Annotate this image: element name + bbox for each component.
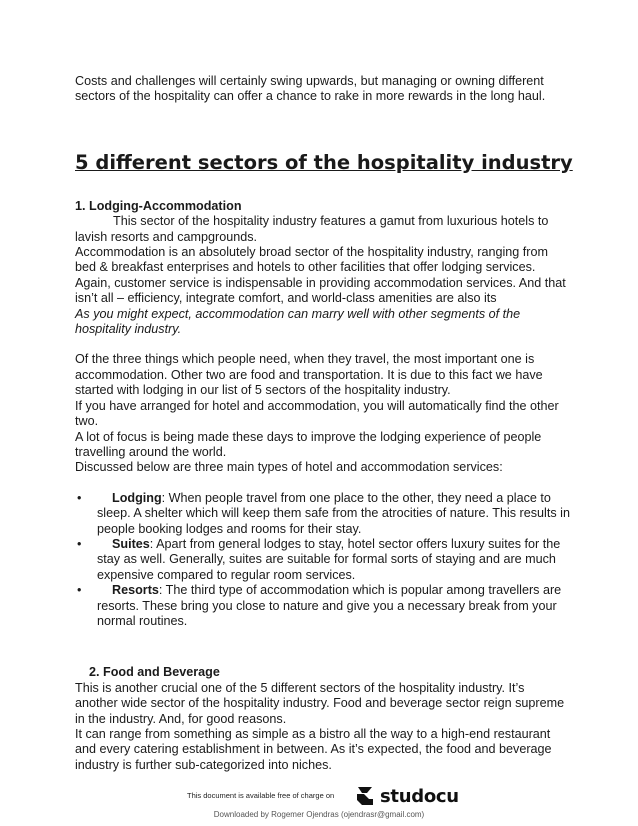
paragraph: This sector of the hospitality industry features a gamut from luxurious hotels to lavish resorts and campgrounds. <box>75 214 549 244</box>
list-item-term: Lodging <box>112 490 162 505</box>
list-item-term: Suites <box>112 536 150 551</box>
document-body <box>75 74 573 773</box>
accommodation-types-list <box>75 491 570 630</box>
paragraph: Accommodation is an absolutely broad sector of the hospitality industry, ranging from bed & breakfast enterprises and hotels to other facilities that offer lodging services. <box>75 245 548 275</box>
section-heading-food: 2. Food and Beverage <box>89 665 220 680</box>
list-item <box>75 491 570 537</box>
bullet-icon: • <box>77 583 82 598</box>
bullet-icon: • <box>77 536 82 551</box>
paragraph: A lot of focus is being made these days to improve the lodging experience of people travelling around the world. <box>75 429 542 459</box>
download-note: Downloaded by Rogemer Ojendras (ojendrasr@gmail.com) <box>213 810 425 819</box>
paragraph: Of the three things which people need, when they travel, the most important one is accommodation. Other two are food and transportation. It is due to this fact we have started with lodging in our list of 5 sectors of the hospitality industry. <box>75 352 543 398</box>
page-title: 5 different sectors of the hospitality industry <box>75 150 573 174</box>
italic-paragraph: As you might expect, accommodation can marry well with other segments of the hospitality industry. <box>75 306 521 337</box>
list-item <box>75 583 570 629</box>
document-footer <box>0 784 638 826</box>
section-heading-lodging: 1. Lodging-Accommodation <box>75 198 242 213</box>
section-food-beverage <box>75 665 570 773</box>
brand-name: studocu <box>380 785 459 807</box>
paragraph: Again, customer service is indispensable in providing accommodation services. And that isn’t all – efficiency, integrate comfort, and world-class amenities are also its <box>75 275 566 306</box>
list-item-text: : Apart from general lodges to stay, hotel sector offers luxury suites for the stay as well. Generally, suites are suitable for formal sorts of staying and are much expensive compared to regular room services. <box>97 536 561 582</box>
paragraph: Discussed below are three main types of hotel and accommodation services: <box>75 460 503 475</box>
paragraph: If you have arranged for hotel and accommodation, you will automatically find the other two. <box>75 398 559 429</box>
paragraph: It can range from something as simple as a bistro all the way to a high-end restaurant and every catering establishment in between. As it’s expected, the food and beverage industry is further sub-categorized into niches. <box>75 727 552 772</box>
bullet-icon: • <box>77 490 82 505</box>
list-item-text: : When people travel from one place to the other, they need a place to sleep. A shelter which will keep them safe from the atrocities of nature. This results in people booking lodges and rooms for their stay. <box>97 490 570 536</box>
intro-paragraph: Costs and challenges will certainly swing upwards, but managing or owning different sectors of the hospitality can offer a chance to rake in more rewards in the long haul. <box>75 74 546 104</box>
list-item-term: Resorts <box>112 583 159 598</box>
list-item <box>75 537 570 583</box>
paragraph: This is another crucial one of the 5 different sectors of the hospitality industry. It’s another wide sector of the hospitality industry. Food and beverage sector reign supreme in the industry. And, for good reasons. <box>75 680 565 726</box>
list-item-text: : The third type of accommodation which is popular among travellers are resorts. These bring you close to nature and give you a necessary break from your normal routines. <box>97 583 562 628</box>
studocu-logo[interactable] <box>354 784 459 808</box>
availability-note: This document is available free of charge on <box>187 791 335 800</box>
studocu-logo-icon <box>354 784 376 808</box>
